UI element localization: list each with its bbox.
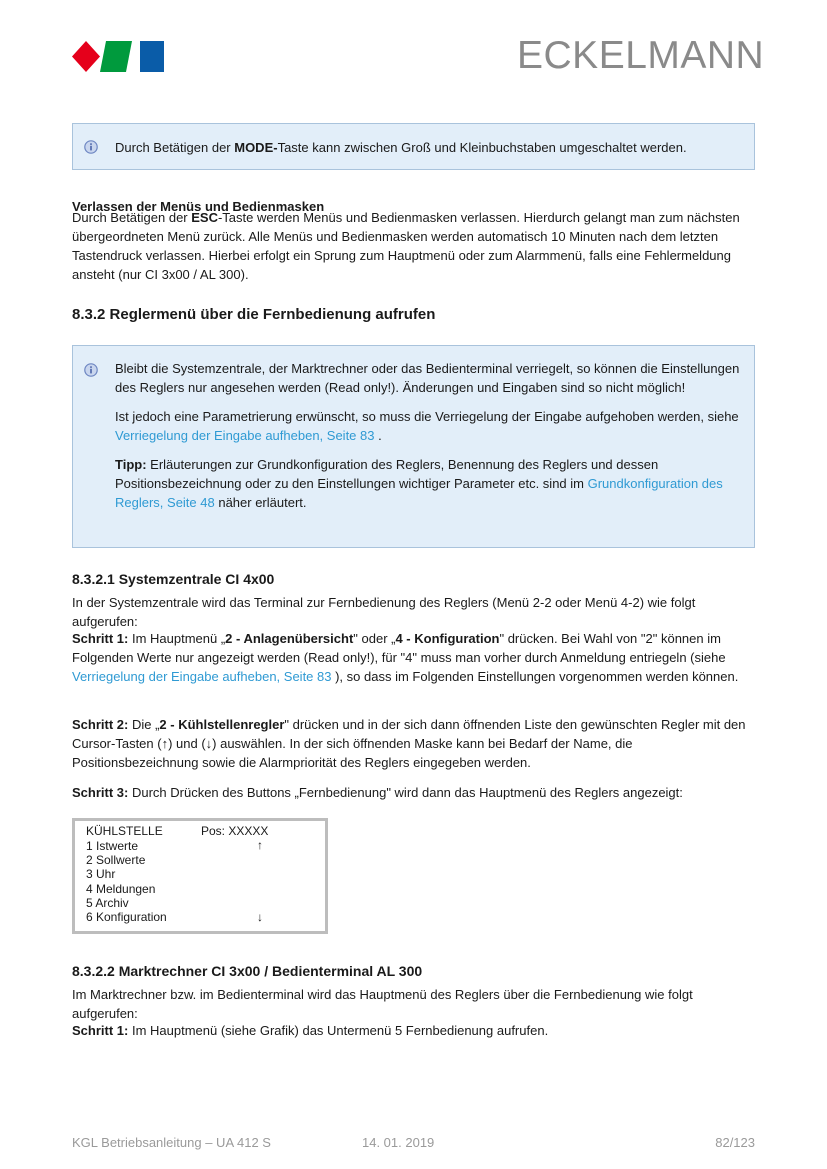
note-paragraph-readonly: Bleibt die Systemzentrale, der Marktrechner oder das Bedienterminal verriegelt, so können die Einstellungen des Reglers nur angesehen werden (Read only!). Änderungen und Eingaben sind so nicht möglich! (115, 361, 740, 395)
step-1-paragraph: Schritt 1: Im Hauptmenü „2 - Anlagenübersicht" oder „4 - Konfiguration" drücken. Bei Wahl von "2" können im Folgenden Werte nur angezeigt werden (Read only!), für "4" muss man vorher durch Anmeldung entriegeln (siehe Verriegelung der Eingabe aufheben, Seite 83 ), so dass im Folgenden Einstellungen vorgenommen werden können. (72, 631, 739, 684)
link-unlock-input[interactable]: Verriegelung der Eingabe aufheben, Seite 83 (72, 669, 332, 684)
arrow-down-icon: ↓ (257, 910, 263, 924)
info-note-mode (72, 123, 755, 170)
screen-title: KÜHLSTELLE (86, 824, 163, 838)
link-unlock-input[interactable]: Verriegelung der Eingabe aufheben, Seite 83 (115, 428, 375, 443)
note-paragraph-tip: Tipp: Erläuterungen zur Grundkonfiguration des Reglers, Benennung des Reglers und dessen Positionsbezeichnung oder zu den Einstellungen wichtiger Parameter etc. sind im Grundkonfiguration des Reglers, Seite 48 näher erläutert. (115, 457, 723, 510)
menu-item: 2 Sollwerte (86, 853, 146, 867)
info-icon (84, 363, 98, 377)
eckelmann-logo (72, 41, 164, 72)
menu-item: 1 Istwerte (86, 839, 139, 853)
link-basic-configuration[interactable]: Grundkonfiguration des Reglers, Seite 48 (115, 476, 723, 510)
info-note-locked (72, 345, 755, 548)
terminal-screen (72, 818, 328, 934)
step-2-paragraph: Schritt 2: Die „2 - Kühlstellenregler" drücken und in der sich dann öffnenden Liste den gewünschten Regler mit den Cursor-Tasten (↑) und (↓) auswählen. In der sich öffnenden Maske kann bei Bedarf der Name, die Positionsbezeichnung sowie die Alarmpriorität des Reglers eingegeben werden. (72, 717, 746, 770)
arrow-up-icon: ↑ (257, 838, 263, 852)
footer-document-title: KGL Betriebsanleitung – UA 412 S (72, 1135, 271, 1150)
esc-heading: Verlassen der Menüs und Bedienmasken (72, 199, 325, 214)
step-3-paragraph: Schritt 3: Durch Drücken des Buttons „Fernbedienung" wird dann das Hauptmenü des Reglers angezeigt: (72, 785, 683, 800)
note-paragraph-unlock: Ist jedoch eine Parametrierung erwünscht, so muss die Verriegelung der Eingabe aufgehoben werden, siehe Verriegelung der Eingabe aufheben, Seite 83 . (115, 409, 739, 443)
note-text: Durch Betätigen der MODE-Taste kann zwischen Groß und Kleinbuchstaben umgeschaltet werden. (115, 140, 687, 155)
section-intro: In der Systemzentrale wird das Terminal zur Fernbedienung des Reglers (Menü 2-2 oder Menü 4-2) wie folgt aufgerufen: (72, 595, 696, 629)
menu-item: 4 Meldungen (86, 882, 156, 896)
info-icon (84, 140, 98, 154)
screen-position: Pos: XXXXX (201, 824, 269, 838)
section-heading-8-3-2-2: 8.3.2.2 Marktrechner CI 3x00 / Bedienterminal AL 300 (72, 963, 423, 979)
footer-date: 14. 01. 2019 (362, 1135, 435, 1150)
footer-page-number: 82/123 (715, 1135, 755, 1150)
section-intro: Im Marktrechner bzw. im Bedienterminal wird das Hauptmenü des Reglers über die Fernbedienung wie folgt aufgerufen: (72, 987, 693, 1021)
section-heading-8-3-2: 8.3.2 Reglermenü über die Fernbedienung aufrufen (72, 306, 436, 323)
section-heading-8-3-2-1: 8.3.2.1 Systemzentrale CI 4x00 (72, 571, 275, 587)
menu-item: 3 Uhr (86, 867, 116, 881)
esc-paragraph: Durch Betätigen der ESC-Taste werden Menüs und Bedienmasken verlassen. Hierdurch gelangt man zum nächsten übergeordneten Menü zurück. Alle Menüs und Bedienmasken werden automatisch 10 Minuten nach dem letzten Tastendruck verlassen. Hierbei erfolgt ein Sprung zum Hauptmenü oder zum Alarmmenü, falls eine Fehlermeldung ansteht (nur CI 3x00 / AL 300). (72, 210, 740, 282)
menu-item: 6 Konfiguration (86, 910, 167, 924)
step-1-paragraph: Schritt 1: Im Hauptmenü (siehe Grafik) das Untermenü 5 Fernbedienung aufrufen. (72, 1023, 549, 1038)
brand-name: ECKELMANN (517, 34, 765, 77)
menu-item: 5 Archiv (86, 896, 129, 910)
